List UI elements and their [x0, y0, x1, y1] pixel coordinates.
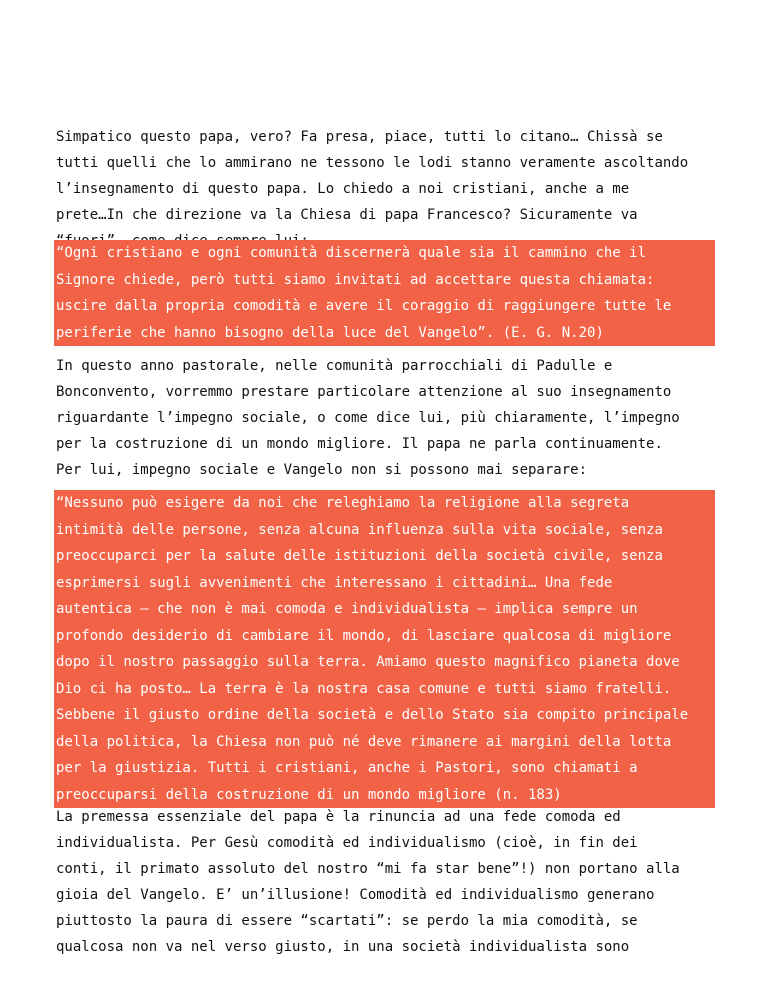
quote-line: Signore chiede, però tutti siamo invitati ad accettare questa chiamata: — [56, 271, 655, 288]
text-line: tutti quelli che lo ammirano ne tessono le lodi stanno veramente ascoltando — [56, 155, 689, 171]
quote-line: uscire dalla propria comodità e avere il coraggio di raggiungere tutte le — [56, 298, 672, 314]
text-line: prete…In che direzione va la Chiesa di papa Francesco? Sicuramente va — [56, 207, 638, 223]
text-line: Per lui, impegno sociale e Vangelo non si possono mai separare: — [56, 462, 588, 478]
quote-line: autentica – che non è mai comoda e individualista – implica sempre un — [56, 601, 638, 617]
quote-line: “Nessuno può esigere da noi che releghiamo la religione alla segreta — [56, 495, 630, 511]
text-line: l’insegnamento di questo papa. Lo chiedo a noi cristiani, anche a me — [56, 181, 630, 197]
highlighted-quote-1 — [54, 240, 715, 346]
quote-line: intimità delle persone, senza alcuna influenza sulla vita sociale, senza — [56, 521, 663, 538]
quote-line: per la giustizia. Tutti i cristiani, anche i Pastori, sono chiamati a — [56, 760, 638, 776]
text-line: Bonconvento, vorremmo prestare particolare attenzione al suo insegnamento — [56, 384, 672, 400]
quote-line: esprimersi sugli avvenimenti che interessano i cittadini… Una fede — [56, 574, 613, 591]
text-line: La premessa essenziale del papa è la rinuncia ad una fede comoda ed — [56, 809, 621, 825]
intro-paragraph — [56, 124, 716, 254]
quote-line: profondo desiderio di cambiare il mondo, di lasciare qualcosa di migliore — [56, 627, 672, 644]
text-line: gioia del Vangelo. E’ un’illusione! Comodità ed individualismo generano — [56, 887, 655, 903]
text-line: Simpatico questo papa, vero? Fa presa, piace, tutti lo citano… Chissà se — [56, 129, 663, 145]
text-line: conti, il primato assoluto del nostro “mi fa star bene”!) non portano alla — [56, 861, 680, 877]
text-line: In questo anno pastorale, nelle comunità parrocchiali di Padulle e — [56, 358, 613, 374]
quote-line: Dio ci ha posto… La terra è la nostra casa comune e tutti siamo fratelli. — [56, 680, 672, 697]
text-line: qualcosa non va nel verso giusto, in una società individualista sono — [56, 939, 630, 955]
highlighted-quote-2 — [54, 490, 715, 808]
quote-line: periferie che hanno bisogno della luce del Vangelo”. (E. G. N.20) — [56, 324, 604, 341]
quote-line: dopo il nostro passaggio sulla terra. Amiamo questo magnifico pianeta dove — [56, 654, 680, 670]
quote-line: Sebbene il giusto ordine della società e dello Stato sia compito principale — [56, 707, 689, 723]
quote-line: preoccuparci per la salute delle istituzioni della società civile, senza — [56, 548, 663, 564]
quote-line: “Ogni cristiano e ogni comunità discernerà quale sia il cammino che il — [56, 245, 647, 261]
text-line: per la costruzione di un mondo migliore. Il papa ne parla continuamente. — [56, 436, 663, 452]
text-line: individualista. Per Gesù comodità ed individualismo (cioè, in fin dei — [56, 835, 638, 851]
quote-line: della politica, la Chiesa non può né deve rimanere ai margini della lotta — [56, 733, 672, 750]
second-paragraph — [56, 353, 716, 483]
text-line: riguardante l’impegno sociale, o come dice lui, più chiaramente, l’impegno — [56, 410, 680, 426]
text-line: piuttosto la paura di essere “scartati”: se perdo la mia comodità, se — [56, 913, 638, 929]
third-paragraph — [56, 804, 716, 960]
quote-line: preoccuparsi della costruzione di un mondo migliore (n. 183) — [56, 786, 562, 803]
